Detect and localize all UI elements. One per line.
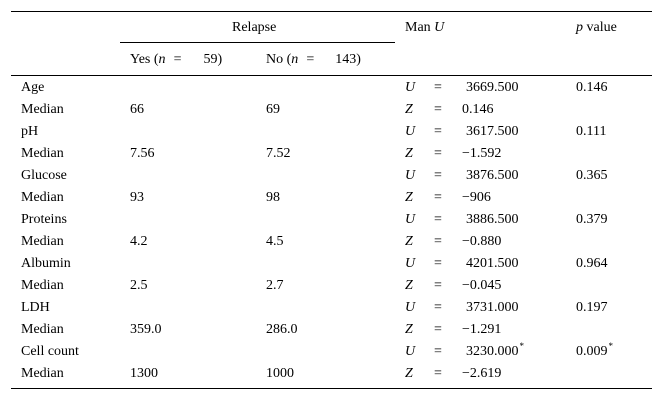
test-statistic-value: 3669.500 xyxy=(466,80,519,95)
test-statistic-symbol: U xyxy=(405,168,416,183)
equals-sign: = xyxy=(434,212,442,227)
test-statistic-symbol: Z xyxy=(405,322,413,337)
test-statistic-symbol: U xyxy=(405,256,416,271)
relapse-header: Relapse xyxy=(232,20,277,35)
test-statistic-symbol: U xyxy=(405,344,416,359)
yes-median: 1300 xyxy=(130,366,158,381)
p-value: 0.964 xyxy=(576,256,608,271)
test-statistic-value: 0.146 xyxy=(462,102,494,117)
p-value: 0.146 xyxy=(576,80,608,95)
row-label: Median xyxy=(21,102,64,117)
relapse-group-rule xyxy=(120,42,395,43)
test-statistic-symbol: U xyxy=(405,212,416,227)
p-value-header: p value xyxy=(576,20,617,35)
test-statistic-symbol: Z xyxy=(405,102,413,117)
man-u-header: Man U xyxy=(405,20,445,35)
row-label: Proteins xyxy=(21,212,67,227)
test-statistic-value: −0.045 xyxy=(462,278,502,293)
no-median: 98 xyxy=(266,190,280,205)
test-statistic-value: −2.619 xyxy=(462,366,502,381)
equals-sign: = xyxy=(434,278,442,293)
row-label: Albumin xyxy=(21,256,71,271)
p-value: 0.111 xyxy=(576,124,607,139)
equals-sign: = xyxy=(434,80,442,95)
row-label: Median xyxy=(21,322,64,337)
yes-median: 66 xyxy=(130,102,144,117)
row-label: Age xyxy=(21,80,45,95)
test-statistic-symbol: U xyxy=(405,300,416,315)
equals-sign: = xyxy=(434,300,442,315)
test-statistic-value: −906 xyxy=(462,190,491,205)
row-label: Median xyxy=(21,234,64,249)
test-statistic-value: 3876.500 xyxy=(466,168,519,183)
equals-sign: = xyxy=(434,366,442,381)
row-label: Median xyxy=(21,366,64,381)
equals-sign: = xyxy=(434,256,442,271)
yes-median: 359.0 xyxy=(130,322,162,337)
test-statistic-value: 3617.500 xyxy=(466,124,519,139)
test-statistic-value: 3230.000* xyxy=(466,341,524,359)
yes-median: 7.56 xyxy=(130,146,155,161)
equals-sign: = xyxy=(434,146,442,161)
test-statistic-symbol: U xyxy=(405,80,416,95)
equals-sign: = xyxy=(434,190,442,205)
no-median: 1000 xyxy=(266,366,294,381)
no-median: 69 xyxy=(266,102,280,117)
equals-sign: = xyxy=(434,234,442,249)
equals-sign: = xyxy=(434,344,442,359)
equals-sign: = xyxy=(434,322,442,337)
row-label: Glucose xyxy=(21,168,67,183)
test-statistic-symbol: Z xyxy=(405,234,413,249)
test-statistic-value: −0.880 xyxy=(462,234,502,249)
test-statistic-value: 4201.500 xyxy=(466,256,519,271)
row-label: Median xyxy=(21,146,64,161)
row-label: LDH xyxy=(21,300,50,315)
header-rule xyxy=(11,75,652,76)
bottom-rule xyxy=(11,388,652,389)
p-value: 0.197 xyxy=(576,300,608,315)
test-statistic-symbol: U xyxy=(405,124,416,139)
significance-marker: * xyxy=(608,341,613,351)
p-value: 0.009* xyxy=(576,341,613,359)
significance-marker: * xyxy=(519,341,524,351)
yes-median: 4.2 xyxy=(130,234,148,249)
top-rule xyxy=(11,11,652,12)
yes-median: 2.5 xyxy=(130,278,148,293)
yes-median: 93 xyxy=(130,190,144,205)
test-statistic-value: −1.291 xyxy=(462,322,502,337)
equals-sign: = xyxy=(434,102,442,117)
equals-sign: = xyxy=(434,124,442,139)
row-label: Median xyxy=(21,278,64,293)
yes-column-header: Yes (n = 59) xyxy=(130,52,223,67)
p-value: 0.365 xyxy=(576,168,608,183)
no-median: 4.5 xyxy=(266,234,284,249)
no-median: 2.7 xyxy=(266,278,284,293)
no-median: 286.0 xyxy=(266,322,298,337)
test-statistic-symbol: Z xyxy=(405,190,413,205)
p-value: 0.379 xyxy=(576,212,608,227)
row-label: Median xyxy=(21,190,64,205)
no-column-header: No (n = 143) xyxy=(266,52,361,67)
row-label: pH xyxy=(21,124,39,139)
no-median: 7.52 xyxy=(266,146,291,161)
test-statistic-value: 3886.500 xyxy=(466,212,519,227)
row-label: Cell count xyxy=(21,344,79,359)
equals-sign: = xyxy=(434,168,442,183)
test-statistic-value: −1.592 xyxy=(462,146,502,161)
test-statistic-symbol: Z xyxy=(405,366,413,381)
test-statistic-symbol: Z xyxy=(405,278,413,293)
test-statistic-value: 3731.000 xyxy=(466,300,519,315)
test-statistic-symbol: Z xyxy=(405,146,413,161)
